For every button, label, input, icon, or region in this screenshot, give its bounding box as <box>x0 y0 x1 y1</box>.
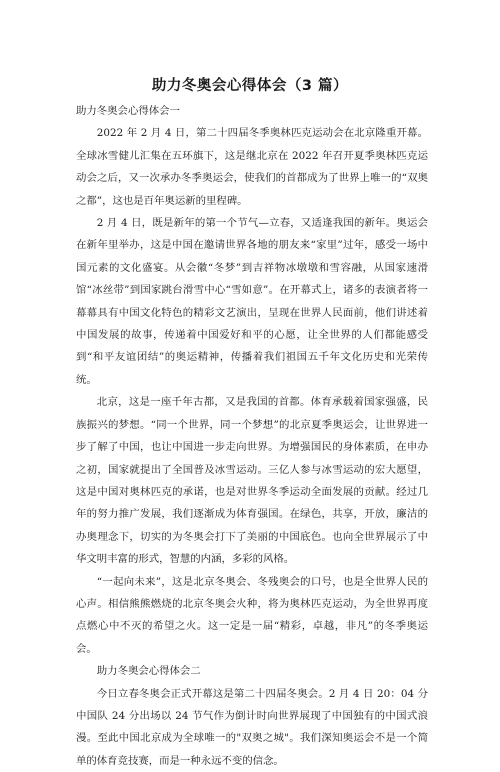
section-heading-one: 助力冬奥会心得体会一 <box>76 105 180 117</box>
body-paragraph: 今日立春冬奥会正式开幕这是第二十四届冬奥会。2 月 4 日 20：04 分中国队 24 分出场以 24 节气作为倒计时向世界展现了中国独有的中国式浪漫。至此中国北京成为全球唯一的"双奥之城"。我们深知奥运会不是一个简单的体育竞技赛，而是一种永远不变的信念。 <box>76 687 428 767</box>
body-paragraph: “一起向未来”，这是北京冬奥会、冬残奥会的口号，也是全世界人民的心声。相信熊熊燃烧的北京冬奥会火种，将为奥林匹克运动，为全世界再度点燃心中不灭的希望之火。这一定是一届“精彩，卓越，非凡”的冬季奥运会。 <box>76 575 428 655</box>
document-body <box>76 100 428 772</box>
body-paragraph: 2022 年 2 月 4 日，第二十四届冬季奥林匹克运动会在北京隆重开幕。全球冰雪健儿汇集在五环旗下，这是继北京在 2022 年召开夏季奥林匹克运动会之后，又一次承办冬季奥运会，使我们的首都成为了世界上唯一的“双奥之都”，这也是百年奥运新的里程碑。 <box>76 127 428 207</box>
body-paragraph: 2 月 4 日，既是新年的第一个节气—立春，又适逢我国的新年。奥运会在新年里举办，这是中国在邀请世界各地的朋友来“家里”过年，感受一场中国元素的文化盛宴。从会徽“冬梦”到吉祥物冰墩墩和雪容融，从国家速滑馆“冰丝带”到国家跳台滑雪中心“雪如意”。在开幕式上，诸多的表演者将一幕幕具有中国文化特色的精彩文艺演出，呈现在世界人民面前，他们讲述着中国发展的故事，传递着中国爱好和平的心愿，让全世界的人们都能感受到“和平友谊团结”的奥运精神，传播着我们祖国五千年文化历史和光荣传统。 <box>76 217 428 386</box>
document-title: 助力冬奥会心得体会（3 篇） <box>151 78 349 94</box>
body-paragraph: 北京，这是一座千年古都，又是我国的首都。体育承载着国家强盛，民族振兴的梦想。“同一个世界，同一个梦想”的北京夏季奥运会，让世界进一步了解了中国，也让中国进一步走向世界。为增强国民的身体素质，在申办之初，国家就提出了全国普及冰雪运动。三亿人参与冰雪运动的宏大愿望，这是中国对奥林匹克的承诺，也是对世界冬季运动全面发展的贡献。经过几年的努力推广发展，我们逐渐成为体育强国。在绿色，共享，开放，廉洁的办奥理念下，切实的为冬奥会打下了美丽的中国底色。也向全世界展示了中华文明丰富的形式，智慧的内涵，多彩的风格。 <box>76 396 428 566</box>
section-heading-two: 助力冬奥会心得体会二 <box>96 665 201 678</box>
